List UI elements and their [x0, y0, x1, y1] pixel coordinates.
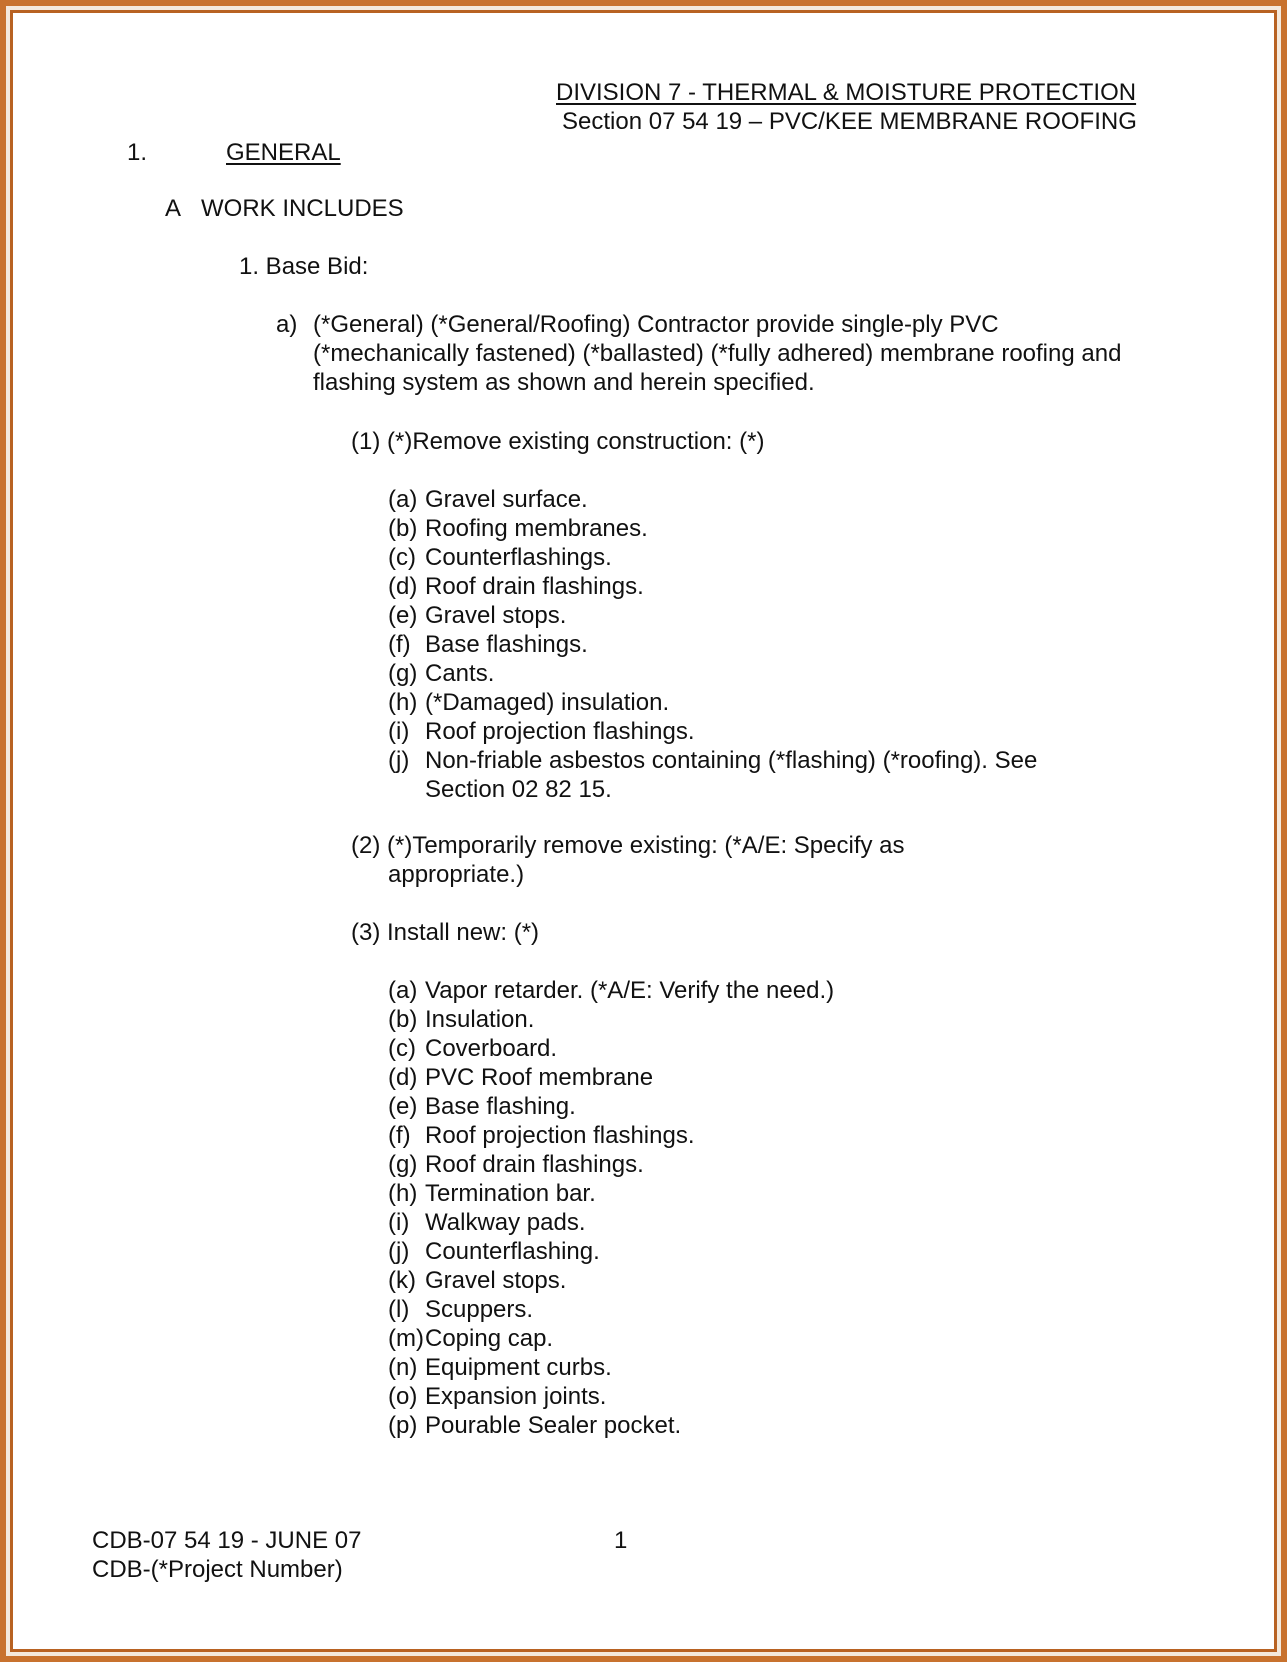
install-item-marker: (a) [388, 977, 418, 1004]
remove-item-marker: (h) [388, 689, 418, 716]
remove-item-text: Counterflashings. [425, 544, 612, 571]
install-item-text: Roof projection flashings. [425, 1122, 695, 1149]
install-item-text: Insulation. [425, 1006, 535, 1033]
footer-project-number: CDB-(*Project Number) [92, 1556, 343, 1583]
remove-item-marker: (c) [388, 544, 416, 571]
remove-item-marker: (a) [388, 486, 418, 513]
install-item-marker: (g) [388, 1151, 418, 1178]
division-title: DIVISION 7 - THERMAL & MOISTURE PROTECTION [556, 79, 1137, 106]
remove-item-text: Roofing membranes. [425, 515, 648, 542]
remove-item-text: (*Damaged) insulation. [425, 689, 670, 716]
item-a-marker: a) [276, 311, 298, 338]
install-item-text: Expansion joints. [425, 1383, 607, 1410]
work-includes-heading: WORK INCLUDES [201, 195, 404, 222]
remove-item-text: Cants. [425, 660, 495, 687]
install-item-marker: (b) [388, 1006, 418, 1033]
install-item-text: Base flashing. [425, 1093, 576, 1120]
remove-item-text: Gravel surface. [425, 486, 588, 513]
remove-item-marker: (g) [388, 660, 418, 687]
footer-page-number: 1 [614, 1527, 628, 1554]
footer-doc-code: CDB-07 54 19 - JUNE 07 [92, 1527, 362, 1554]
install-item-text: Vapor retarder. (*A/E: Verify the need.) [425, 977, 835, 1004]
install-heading: (3) Install new: (*) [351, 919, 540, 946]
install-item-marker: (o) [388, 1383, 418, 1410]
install-item-marker: (l) [388, 1296, 410, 1323]
install-item-marker: (k) [388, 1267, 416, 1294]
install-item-text: Coping cap. [425, 1325, 554, 1352]
work-includes-letter: A [165, 195, 182, 222]
remove-item-text: Roof projection flashings. [425, 718, 695, 745]
item-a-line-2: (*mechanically fastened) (*ballasted) (*fully adhered) membrane roofing and [313, 340, 1122, 367]
install-item-marker: (m) [388, 1325, 424, 1352]
remove-item-text: Base flashings. [425, 631, 588, 658]
install-item-text: Counterflashing. [425, 1238, 600, 1265]
remove-item-text: Non-friable asbestos containing (*flashing) (*roofing). See [425, 747, 1038, 774]
install-item-marker: (p) [388, 1412, 418, 1439]
install-item-text: Scuppers. [425, 1296, 534, 1323]
section-title: Section 07 54 19 – PVC/KEE MEMBRANE ROOFING [562, 108, 1137, 135]
install-item-text: Roof drain flashings. [425, 1151, 644, 1178]
install-item-marker: (e) [388, 1093, 418, 1120]
remove-item-marker: (d) [388, 573, 418, 600]
install-item-text: Gravel stops. [425, 1267, 567, 1294]
remove-item-marker: (j) [388, 747, 410, 774]
install-item-text: Walkway pads. [425, 1209, 586, 1236]
install-item-text: Termination bar. [425, 1180, 596, 1207]
install-item-marker: (c) [388, 1035, 416, 1062]
install-item-text: PVC Roof membrane [425, 1064, 654, 1091]
install-item-marker: (j) [388, 1238, 410, 1265]
install-item-marker: (n) [388, 1354, 418, 1381]
base-bid-label: 1. Base Bid: [239, 253, 369, 280]
remove-item-marker: (e) [388, 602, 418, 629]
general-heading: GENERAL [226, 139, 341, 166]
install-item-marker: (i) [388, 1209, 410, 1236]
install-item-marker: (d) [388, 1064, 418, 1091]
install-item-marker: (f) [388, 1122, 411, 1149]
temporarily-continuation: appropriate.) [388, 861, 525, 888]
remove-item-marker: (b) [388, 515, 418, 542]
remove-item-j-continuation: Section 02 82 15. [425, 776, 612, 803]
install-item-text: Equipment curbs. [425, 1354, 612, 1381]
remove-item-text: Roof drain flashings. [425, 573, 644, 600]
remove-heading: (1) (*)Remove existing construction: (*) [351, 428, 765, 455]
temporarily-heading: (2) (*)Temporarily remove existing: (*A/E: Specify as [351, 832, 905, 859]
item-a-line-1: (*General) (*General/Roofing) Contractor provide single-ply PVC [313, 311, 999, 338]
item-a-line-3: flashing system as shown and herein specified. [313, 369, 815, 396]
remove-item-marker: (i) [388, 718, 410, 745]
remove-item-marker: (f) [388, 631, 411, 658]
general-number: 1. [127, 139, 148, 166]
install-item-text: Coverboard. [425, 1035, 558, 1062]
document-page [16, 16, 1271, 1646]
remove-item-text: Gravel stops. [425, 602, 567, 629]
install-item-marker: (h) [388, 1180, 418, 1207]
install-item-text: Pourable Sealer pocket. [425, 1412, 682, 1439]
